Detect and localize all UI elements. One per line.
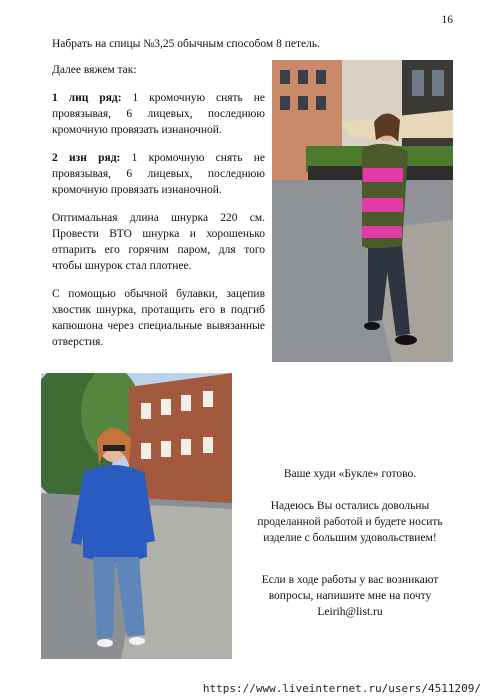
email-link[interactable]: Leirih@list.ru [317,606,383,618]
contact-paragraph [244,572,456,620]
instructions [52,62,265,362]
lead-text: Далее вяжем так: [52,64,137,76]
row1-text: 1 кромочную снять не провязывая, 6 лицевых, последнюю кромочную провязать изнаночной. [52,92,265,136]
contact-text: Если в ходе работы у вас возникают вопросы, напишите мне на почту [261,574,439,602]
page-number: 16 [441,14,453,26]
row2-paragraph [52,150,265,198]
threading-paragraph: С помощью обычной булавки, зацепив хвостик шнурка, протащить его в подгиб капюшона через специальные вывязанные отверстия. [52,288,265,348]
wish-text: Надеюсь Вы остались довольны проделанной работой и будете носить изделие с большим удовольствием! [257,500,443,544]
row2-text: 1 кромочную снять не провязывая, 6 лицевых, последнюю кромочную провязать изнаночной. [52,152,265,196]
source-watermark: https://www.liveinternet.ru/users/4511209/ [202,682,481,695]
row1-paragraph [52,90,265,138]
cord-paragraph: Оптимальная длина шнурка 220 см. Провести ВТО шнурка и хорошенько отпарить его горячим паром, для того чтобы шнурок стал плотнее. [52,212,265,272]
intro-line: Набрать на спицы №3,25 обычным способом 8 петель. [52,38,320,50]
ready-text: Ваше худи «Букле» готово. [283,468,417,480]
row2-label: 2 изн ряд: [52,152,121,164]
photo-striped-sweater [272,60,453,362]
photo-blue-hoodie [41,373,232,659]
closing-block [244,466,456,636]
row1-label: 1 лиц ряд: [52,92,122,104]
